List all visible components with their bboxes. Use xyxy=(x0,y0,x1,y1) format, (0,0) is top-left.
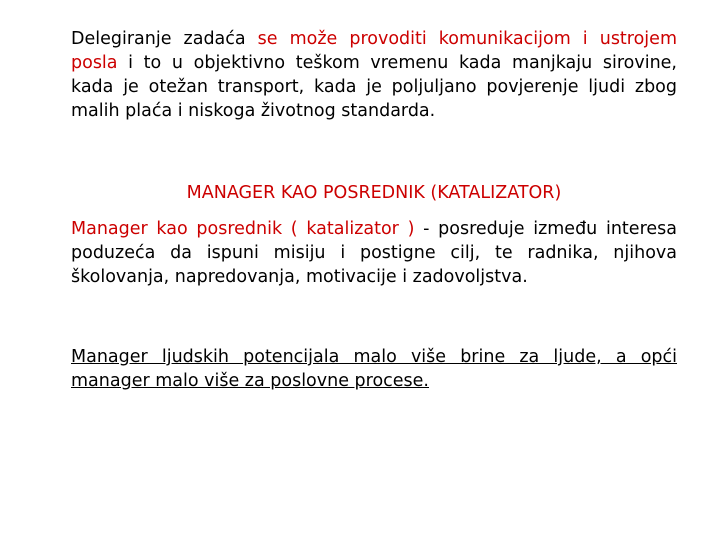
paragraph-manager-intermediary-highlight: Manager kao posrednik ( katalizator ) xyxy=(71,219,415,239)
paragraph-hr-manager: Manager ljudskih potencijala malo više brine za ljude, a opći manager malo više za poslovne procese. xyxy=(71,347,677,391)
paragraph-manager-intermediary xyxy=(71,217,677,289)
section-heading: MANAGER KAO POSREDNIK (KATALIZATOR) xyxy=(186,183,562,203)
paragraph-manager-intermediary-text: - posreduje između interesa poduzeća da ispuni misiju i postigne cilj, te radnika, njihova školovanja, napredovanja, motivacije i zadovoljstva. xyxy=(71,219,677,287)
paragraph-delegation xyxy=(71,27,677,123)
paragraph-delegation-text-end: i to u objektivno teškom vremenu kada manjkaju sirovine, kada je otežan transport, kada je poljuljano povjerenje ljudi zbog malih plaća i niskoga životnog standarda. xyxy=(71,53,677,121)
paragraph-delegation-highlight: se može provoditi komunikacijom i ustrojem posla xyxy=(71,29,677,73)
paragraph-delegation-text: Delegiranje zadaća xyxy=(71,29,258,49)
